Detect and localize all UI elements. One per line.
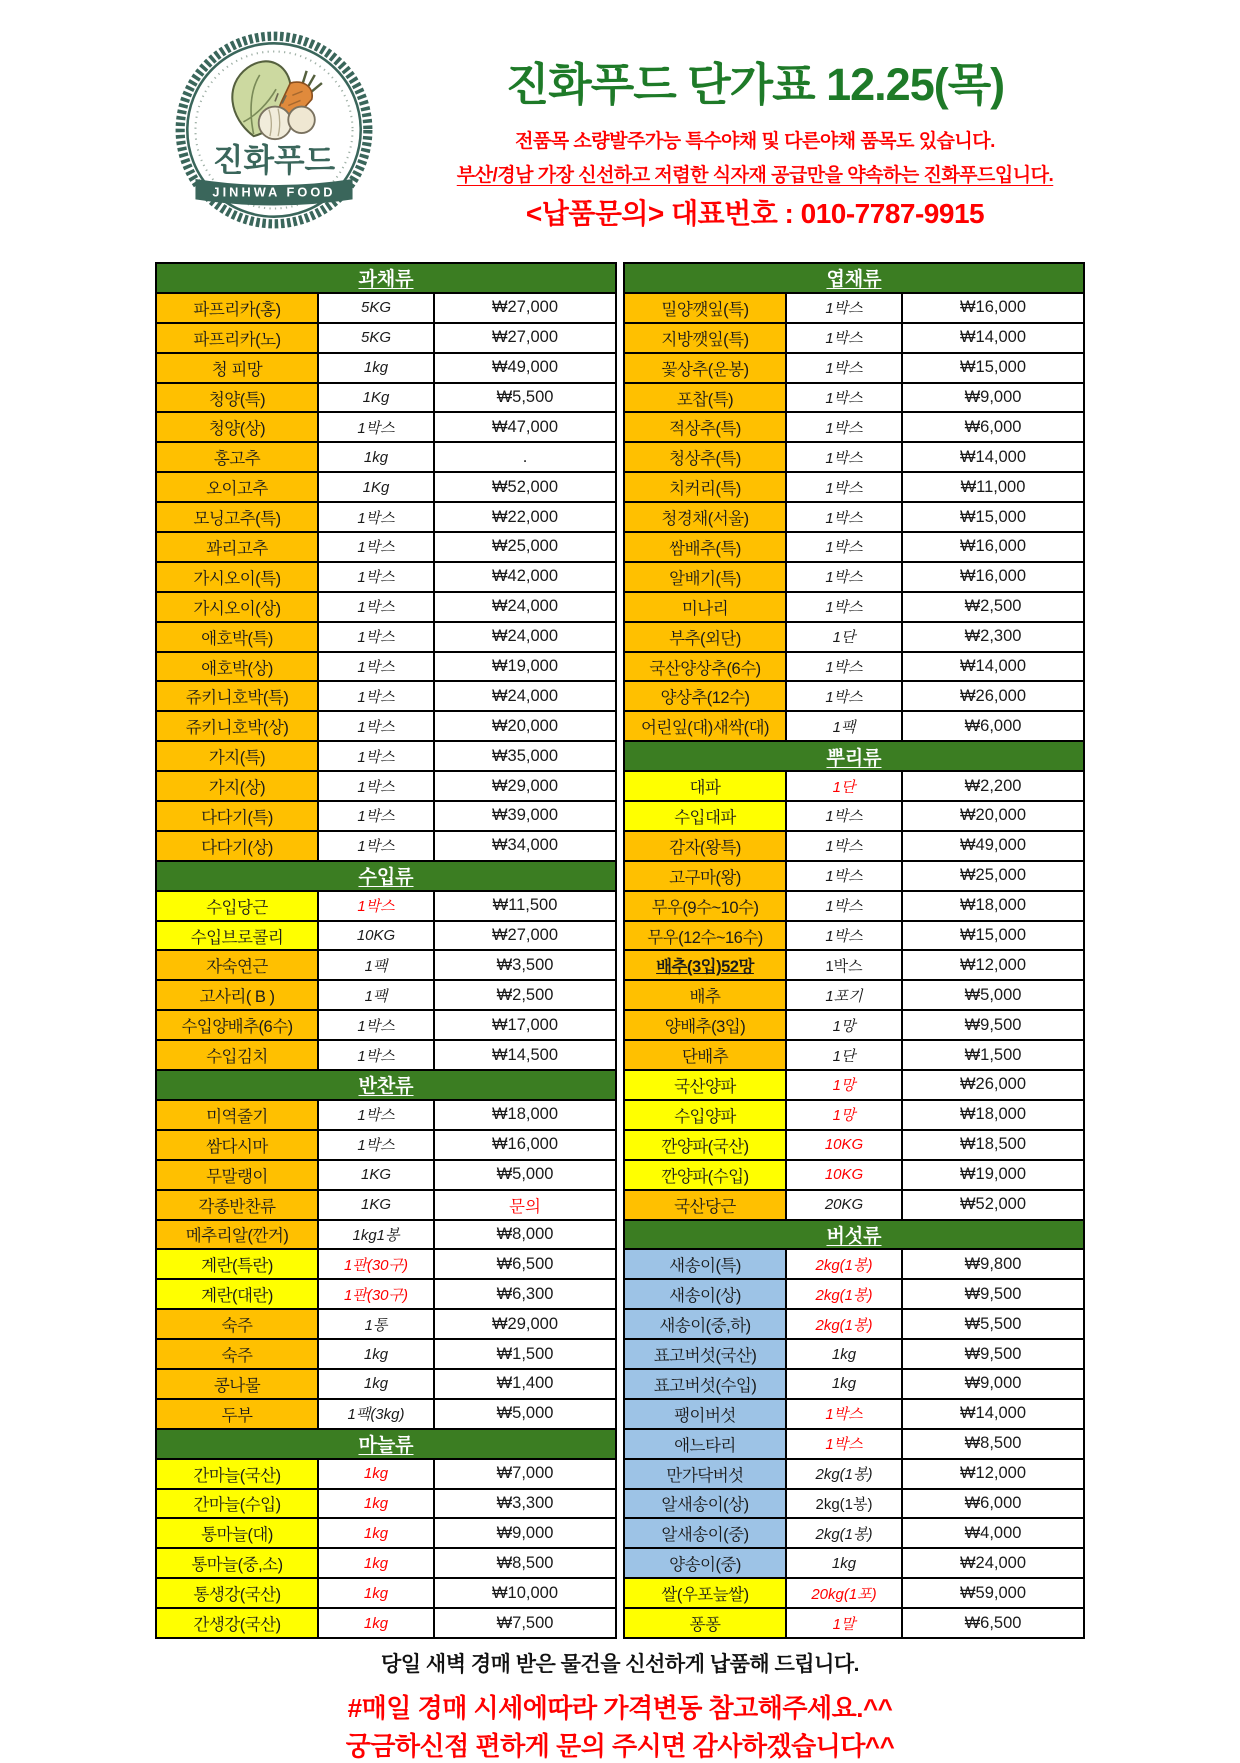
item-unit-cell: 1박스 (787, 324, 901, 352)
item-name-cell: 적상추(특) (625, 413, 785, 441)
item-price-cell: ₩42,000 (435, 563, 615, 591)
item-name-cell: 가지(상) (157, 772, 317, 800)
item-name-cell: 대파 (625, 772, 785, 800)
item-unit-cell: 1말 (787, 1609, 901, 1637)
item-price-cell: 문의 (435, 1191, 615, 1219)
item-name-cell: 치커리(특) (625, 473, 785, 501)
item-price-cell: ₩26,000 (903, 1071, 1083, 1099)
item-unit-cell: 1kg (319, 1340, 433, 1368)
item-price-cell: ₩5,500 (435, 384, 615, 412)
item-name-cell: 계란(특란) (157, 1250, 317, 1278)
item-unit-cell: 1박스 (787, 951, 901, 979)
item-name-cell: 계란(대란) (157, 1280, 317, 1308)
item-unit-cell: 1박스 (319, 802, 433, 830)
footer-delivery-note: 당일 새벽 경매 받은 물건을 신선하게 납품해 드립니다. (381, 1653, 859, 1676)
item-unit-cell: 1박스 (787, 354, 901, 382)
item-name-cell: 깐양파(국산) (625, 1131, 785, 1159)
item-unit-cell: 1Kg (319, 384, 433, 412)
item-unit-cell: 1박스 (319, 503, 433, 531)
item-unit-cell: 1박스 (787, 892, 901, 920)
item-unit-cell: 1망 (787, 1101, 901, 1129)
item-name-cell: 통마늘(대) (157, 1519, 317, 1547)
item-name-cell: 자숙연근 (157, 951, 317, 979)
item-price-cell: ₩24,000 (435, 682, 615, 710)
item-unit-cell: 1박스 (787, 473, 901, 501)
item-name-cell: 가시오이(특) (157, 563, 317, 591)
item-price-cell: ₩15,000 (903, 503, 1083, 531)
item-price-cell: ₩12,000 (903, 951, 1083, 979)
item-price-cell: ₩6,000 (903, 1490, 1083, 1518)
item-unit-cell: 1박스 (319, 653, 433, 681)
item-name-cell: 수입김치 (157, 1041, 317, 1069)
item-unit-cell: 1박스 (787, 563, 901, 591)
item-price-cell: ₩6,300 (435, 1280, 615, 1308)
category-header: 마늘류 (157, 1430, 615, 1458)
item-price-cell: ₩16,000 (903, 563, 1083, 591)
item-price-cell: ₩2,300 (903, 623, 1083, 651)
item-price-cell: ₩27,000 (435, 324, 615, 352)
item-unit-cell: 1kg (319, 1460, 433, 1488)
item-price-cell: ₩3,300 (435, 1490, 615, 1518)
item-name-cell: 무우(12수~16수) (625, 922, 785, 950)
item-unit-cell: 1kg1봉 (319, 1221, 433, 1249)
item-unit-cell: 1박스 (787, 533, 901, 561)
item-unit-cell: 1박스 (319, 742, 433, 770)
category-header: 뿌리류 (625, 742, 1083, 770)
item-price-cell: ₩25,000 (903, 862, 1083, 890)
item-name-cell: 수입대파 (625, 802, 785, 830)
item-unit-cell: 1팩 (319, 951, 433, 979)
item-name-cell: 파프리카(홍) (157, 294, 317, 322)
item-name-cell: 어린잎(대)새싹(대) (625, 712, 785, 740)
item-unit-cell: 1망 (787, 1071, 901, 1099)
item-unit-cell: 20KG (787, 1191, 901, 1219)
item-price-cell: ₩3,500 (435, 951, 615, 979)
item-price-cell: ₩29,000 (435, 1310, 615, 1338)
item-price-cell: ₩7,000 (435, 1460, 615, 1488)
item-price-cell: ₩2,500 (903, 593, 1083, 621)
item-price-cell: ₩14,500 (435, 1041, 615, 1069)
item-name-cell: 쥬키니호박(특) (157, 682, 317, 710)
item-unit-cell: 1박스 (319, 712, 433, 740)
item-price-cell: ₩49,000 (435, 354, 615, 382)
item-name-cell: 두부 (157, 1400, 317, 1428)
item-name-cell: 통마늘(중,소) (157, 1549, 317, 1577)
notice-line-2: 부산/경남 가장 신선하고 저렴한 식자재 공급만을 약속하는 진화푸드입니다. (456, 165, 1054, 186)
item-name-cell: 국산양상추(6수) (625, 653, 785, 681)
item-unit-cell: 1kg (319, 1519, 433, 1547)
item-price-cell: ₩10,000 (435, 1579, 615, 1607)
item-unit-cell: 1kg (319, 1490, 433, 1518)
item-name-cell: 청경채(서울) (625, 503, 785, 531)
item-unit-cell: 1KG (319, 1161, 433, 1189)
item-price-cell: ₩9,000 (903, 1370, 1083, 1398)
item-price-cell: ₩15,000 (903, 354, 1083, 382)
item-name-cell: 새송이(상) (625, 1280, 785, 1308)
item-price-cell: ₩9,800 (903, 1250, 1083, 1278)
item-name-cell: 수입당근 (157, 892, 317, 920)
item-price-cell: ₩27,000 (435, 922, 615, 950)
item-price-cell: ₩2,200 (903, 772, 1083, 800)
item-name-cell: 가시오이(상) (157, 593, 317, 621)
item-price-cell: ₩1,500 (903, 1041, 1083, 1069)
item-price-cell: ₩25,000 (435, 533, 615, 561)
item-price-cell: ₩5,500 (903, 1310, 1083, 1338)
item-name-cell: 콩나물 (157, 1370, 317, 1398)
item-unit-cell: 1판(30구) (319, 1280, 433, 1308)
item-unit-cell: 1망 (787, 1011, 901, 1039)
item-unit-cell: 1kg (319, 1579, 433, 1607)
item-name-cell: 홍고추 (157, 443, 317, 471)
item-price-cell: ₩6,000 (903, 712, 1083, 740)
item-unit-cell: 1박스 (787, 1400, 901, 1428)
item-unit-cell: 1박스 (319, 533, 433, 561)
item-name-cell: 배추 (625, 981, 785, 1009)
item-name-cell: 알새송이(상) (625, 1490, 785, 1518)
item-unit-cell: 1박스 (319, 1041, 433, 1069)
logo-korean-text: 진화푸드 (212, 141, 336, 178)
item-name-cell: 알새송이(중) (625, 1519, 785, 1547)
item-unit-cell: 10KG (787, 1161, 901, 1189)
item-unit-cell: 1박스 (787, 413, 901, 441)
item-unit-cell: 1박스 (319, 563, 433, 591)
item-name-cell: 고구마(왕) (625, 862, 785, 890)
item-name-cell: 무우(9수~10수) (625, 892, 785, 920)
item-price-cell: ₩16,000 (435, 1131, 615, 1159)
item-price-cell: ₩22,000 (435, 503, 615, 531)
item-unit-cell: 1박스 (787, 1430, 901, 1458)
item-unit-cell: 1박스 (787, 802, 901, 830)
item-price-cell: ₩20,000 (435, 712, 615, 740)
item-name-cell: 청양(특) (157, 384, 317, 412)
item-price-cell: ₩18,500 (903, 1131, 1083, 1159)
item-price-cell: ₩14,000 (903, 443, 1083, 471)
item-name-cell: 가지(특) (157, 742, 317, 770)
item-unit-cell: 1kg (787, 1340, 901, 1368)
item-price-cell: ₩52,000 (435, 473, 615, 501)
item-name-cell: 알배기(특) (625, 563, 785, 591)
item-price-cell: ₩39,000 (435, 802, 615, 830)
item-name-cell: 애호박(특) (157, 623, 317, 651)
item-name-cell: 쌈다시마 (157, 1131, 317, 1159)
item-price-cell: ₩9,500 (903, 1280, 1083, 1308)
item-price-cell: ₩4,000 (903, 1519, 1083, 1547)
page-title: 진화푸드 단가표 12.25(목) (505, 59, 1005, 110)
item-name-cell: 각종반찬류 (157, 1191, 317, 1219)
item-unit-cell: 5KG (319, 294, 433, 322)
item-price-cell: ₩18,000 (903, 1101, 1083, 1129)
item-name-cell: 수입양배추(6수) (157, 1011, 317, 1039)
item-name-cell: 포찹(특) (625, 384, 785, 412)
item-price-cell: ₩19,000 (435, 653, 615, 681)
item-price-cell: ₩5,000 (435, 1400, 615, 1428)
item-price-cell: ₩9,000 (435, 1519, 615, 1547)
item-unit-cell: 1박스 (787, 294, 901, 322)
item-unit-cell: 1박스 (787, 862, 901, 890)
item-price-cell: ₩11,000 (903, 473, 1083, 501)
item-name-cell: 국산양파 (625, 1071, 785, 1099)
item-price-cell: ₩34,000 (435, 832, 615, 860)
item-unit-cell: 1박스 (787, 443, 901, 471)
item-name-cell: 간마늘(수입) (157, 1490, 317, 1518)
item-name-cell: 쌈배추(특) (625, 533, 785, 561)
item-name-cell: 애느타리 (625, 1430, 785, 1458)
item-unit-cell: 1kg (319, 443, 433, 471)
item-price-cell: ₩12,000 (903, 1460, 1083, 1488)
item-name-cell: 깐양파(수입) (625, 1161, 785, 1189)
item-name-cell: 쌀(우포늪쌀) (625, 1579, 785, 1607)
item-unit-cell: 2kg(1봉) (787, 1310, 901, 1338)
item-price-cell: ₩19,000 (903, 1161, 1083, 1189)
item-unit-cell: 1통 (319, 1310, 433, 1338)
item-price-cell: ₩7,500 (435, 1609, 615, 1637)
item-price-cell: ₩16,000 (903, 533, 1083, 561)
item-price-cell: ₩49,000 (903, 832, 1083, 860)
item-price-cell: ₩1,500 (435, 1340, 615, 1368)
item-name-cell: 청상추(특) (625, 443, 785, 471)
item-price-cell: ₩6,500 (435, 1250, 615, 1278)
item-unit-cell: 1단 (787, 623, 901, 651)
item-price-cell: ₩11,500 (435, 892, 615, 920)
item-name-cell: 표고버섯(수입) (625, 1370, 785, 1398)
item-name-cell: 모닝고추(특) (157, 503, 317, 531)
item-unit-cell: 2kg(1봉) (787, 1490, 901, 1518)
item-price-cell: ₩29,000 (435, 772, 615, 800)
item-unit-cell: 1박스 (319, 1011, 433, 1039)
item-unit-cell: 2kg(1봉) (787, 1460, 901, 1488)
item-name-cell: 쥬키니호박(상) (157, 712, 317, 740)
item-price-cell: ₩9,000 (903, 384, 1083, 412)
item-unit-cell: 1kg (319, 354, 433, 382)
item-unit-cell: 1박스 (787, 593, 901, 621)
item-price-cell: ₩24,000 (435, 623, 615, 651)
item-unit-cell: 1박스 (319, 593, 433, 621)
item-unit-cell: 1박스 (787, 653, 901, 681)
item-unit-cell: 1kg (319, 1549, 433, 1577)
item-price-cell: ₩6,500 (903, 1609, 1083, 1637)
item-name-cell: 미역줄기 (157, 1101, 317, 1129)
item-price-cell: ₩8,500 (903, 1430, 1083, 1458)
item-price-cell: . (435, 443, 615, 471)
item-unit-cell: 1박스 (319, 1131, 433, 1159)
item-unit-cell: 1kg (319, 1609, 433, 1637)
item-price-cell: ₩27,000 (435, 294, 615, 322)
item-name-cell: 오이고추 (157, 473, 317, 501)
item-price-cell: ₩8,000 (435, 1221, 615, 1249)
item-unit-cell: 1박스 (787, 832, 901, 860)
item-unit-cell: 1단 (787, 1041, 901, 1069)
item-name-cell: 통생강(국산) (157, 1579, 317, 1607)
item-unit-cell: 1판(30구) (319, 1250, 433, 1278)
item-price-cell: ₩9,500 (903, 1011, 1083, 1039)
item-name-cell: 다다기(특) (157, 802, 317, 830)
item-name-cell: 애호박(상) (157, 653, 317, 681)
item-unit-cell: 2kg(1봉) (787, 1250, 901, 1278)
item-name-cell: 꽃상추(운봉) (625, 354, 785, 382)
item-unit-cell: 1박스 (787, 922, 901, 950)
item-name-cell: 퐁퐁 (625, 1609, 785, 1637)
category-header: 과채류 (157, 264, 615, 292)
notice-line-1: 전품목 소량발주가능 특수야채 및 다른야채 품목도 있습니다. (515, 131, 995, 152)
item-name-cell: 부추(외단) (625, 623, 785, 651)
item-unit-cell: 2kg(1봉) (787, 1519, 901, 1547)
item-price-cell: ₩14,000 (903, 1400, 1083, 1428)
item-price-cell: ₩6,000 (903, 413, 1083, 441)
item-unit-cell: 1박스 (319, 832, 433, 860)
item-name-cell: 밀양깻잎(특) (625, 294, 785, 322)
category-header: 반찬류 (157, 1071, 615, 1099)
item-name-cell: 고사리( B ) (157, 981, 317, 1009)
item-name-cell: 무말랭이 (157, 1161, 317, 1189)
item-unit-cell: 1박스 (787, 682, 901, 710)
item-unit-cell: 1박스 (319, 682, 433, 710)
jinhwa-logo-badge (172, 28, 376, 232)
item-name-cell: 양배추(3입) (625, 1011, 785, 1039)
item-name-cell: 배추(3입)52망 (625, 951, 785, 979)
item-unit-cell: 1kg (319, 1370, 433, 1398)
item-unit-cell: 1kg (787, 1549, 901, 1577)
item-name-cell: 청 피망 (157, 354, 317, 382)
item-price-cell: ₩52,000 (903, 1191, 1083, 1219)
item-unit-cell: 1팩(3kg) (319, 1400, 433, 1428)
item-unit-cell: 2kg(1봉) (787, 1280, 901, 1308)
item-price-cell: ₩14,000 (903, 653, 1083, 681)
item-price-cell: ₩16,000 (903, 294, 1083, 322)
item-unit-cell: 10KG (787, 1131, 901, 1159)
item-unit-cell: 5KG (319, 324, 433, 352)
item-unit-cell: 1팩 (787, 712, 901, 740)
item-name-cell: 간마늘(국산) (157, 1460, 317, 1488)
item-unit-cell: 1박스 (319, 413, 433, 441)
item-name-cell: 간생강(국산) (157, 1609, 317, 1637)
item-name-cell: 숙주 (157, 1340, 317, 1368)
item-unit-cell: 10KG (319, 922, 433, 950)
item-price-cell: ₩24,000 (435, 593, 615, 621)
item-name-cell: 지방깻잎(특) (625, 324, 785, 352)
logo-english-text: JINHWA FOOD (212, 184, 336, 200)
jinhwa-logo (172, 28, 376, 232)
item-unit-cell: 1박스 (319, 772, 433, 800)
footer-price-notice: #매일 경매 시세에따라 가격변동 참고해주세요.^^ (347, 1693, 893, 1723)
category-header: 엽채류 (625, 264, 1083, 292)
item-price-cell: ₩35,000 (435, 742, 615, 770)
item-unit-cell: 1박스 (319, 892, 433, 920)
item-price-cell: ₩8,500 (435, 1549, 615, 1577)
price-tables (155, 262, 1087, 1639)
item-unit-cell: 1박스 (319, 623, 433, 651)
item-name-cell: 꽈리고추 (157, 533, 317, 561)
item-unit-cell: 1KG (319, 1191, 433, 1219)
item-name-cell: 단배추 (625, 1041, 785, 1069)
item-price-cell: ₩47,000 (435, 413, 615, 441)
item-unit-cell: 1팩 (319, 981, 433, 1009)
item-price-cell: ₩18,000 (435, 1101, 615, 1129)
item-name-cell: 새송이(중,하) (625, 1310, 785, 1338)
item-price-cell: ₩18,000 (903, 892, 1083, 920)
item-name-cell: 수입양파 (625, 1101, 785, 1129)
item-unit-cell: 1박스 (787, 384, 901, 412)
item-price-cell: ₩20,000 (903, 802, 1083, 830)
item-unit-cell: 1박스 (787, 503, 901, 531)
item-name-cell: 양상추(12수) (625, 682, 785, 710)
item-name-cell: 새송이(특) (625, 1250, 785, 1278)
item-price-cell: ₩2,500 (435, 981, 615, 1009)
item-price-cell: ₩1,400 (435, 1370, 615, 1398)
item-name-cell: 표고버섯(국산) (625, 1340, 785, 1368)
item-price-cell: ₩9,500 (903, 1340, 1083, 1368)
contact-phone: <납품문의> 대표번호 : 010-7787-9915 (525, 198, 985, 229)
item-price-cell: ₩5,000 (435, 1161, 615, 1189)
item-name-cell: 메추리알(깐거) (157, 1221, 317, 1249)
item-unit-cell: 1kg (787, 1370, 901, 1398)
item-unit-cell: 1박스 (319, 1101, 433, 1129)
item-name-cell: 팽이버섯 (625, 1400, 785, 1428)
item-price-cell: ₩17,000 (435, 1011, 615, 1039)
item-unit-cell: 1포기 (787, 981, 901, 1009)
item-price-cell: ₩26,000 (903, 682, 1083, 710)
right-price-table (623, 262, 1085, 1639)
item-price-cell: ₩59,000 (903, 1579, 1083, 1607)
item-price-cell: ₩24,000 (903, 1549, 1083, 1577)
left-price-table (155, 262, 617, 1639)
item-price-cell: ₩5,000 (903, 981, 1083, 1009)
item-price-cell: ₩15,000 (903, 922, 1083, 950)
item-unit-cell: 20kg(1포) (787, 1579, 901, 1607)
item-name-cell: 다다기(상) (157, 832, 317, 860)
item-name-cell: 숙주 (157, 1310, 317, 1338)
footer-inquiry-note: 궁금하신점 편하게 문의 주시면 감사하겠습니다^^ (345, 1731, 895, 1761)
item-name-cell: 수입브로콜리 (157, 922, 317, 950)
item-name-cell: 파프리카(노) (157, 324, 317, 352)
item-unit-cell: 1단 (787, 772, 901, 800)
item-name-cell: 미나리 (625, 593, 785, 621)
item-name-cell: 양송이(중) (625, 1549, 785, 1577)
item-unit-cell: 1Kg (319, 473, 433, 501)
item-name-cell: 청양(상) (157, 413, 317, 441)
item-price-cell: ₩14,000 (903, 324, 1083, 352)
item-name-cell: 감자(왕특) (625, 832, 785, 860)
item-name-cell: 만가닥버섯 (625, 1460, 785, 1488)
category-header: 수입류 (157, 862, 615, 890)
category-header: 버섯류 (625, 1221, 1083, 1249)
item-name-cell: 국산당근 (625, 1191, 785, 1219)
